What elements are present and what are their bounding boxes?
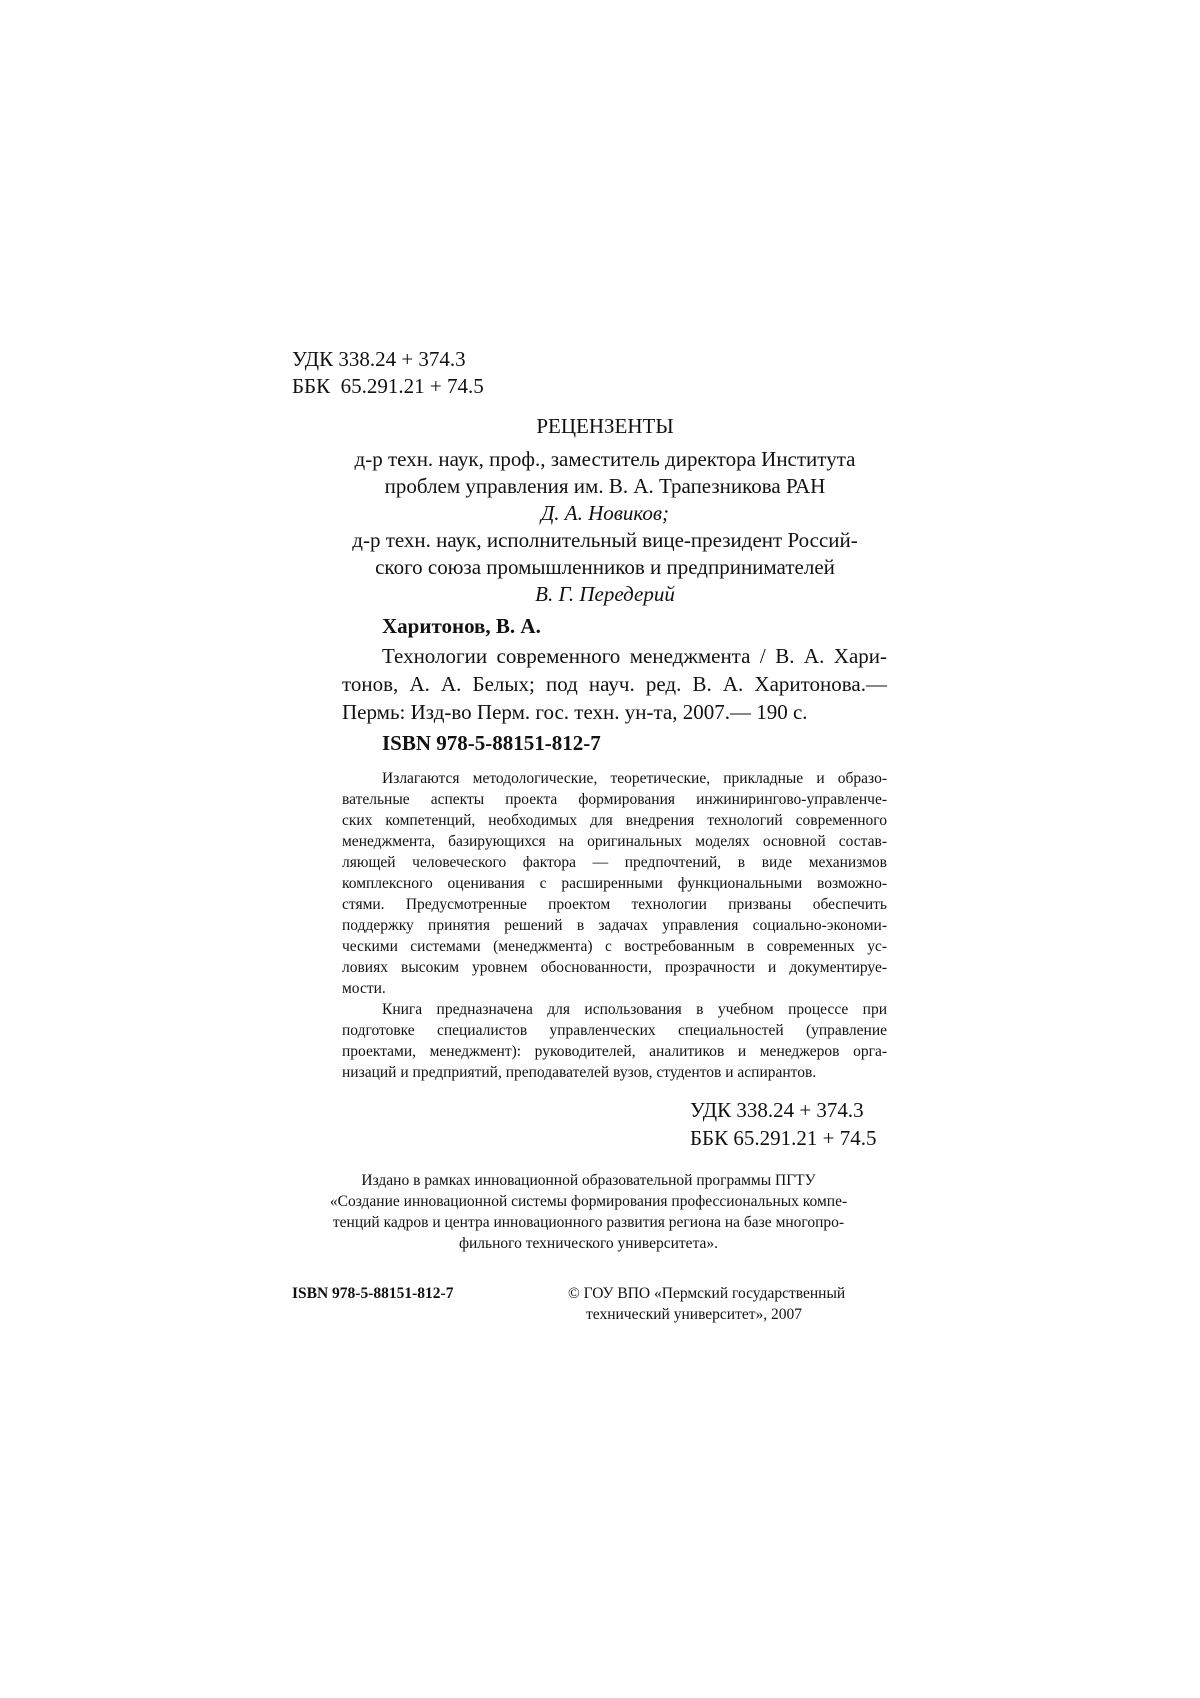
publication-note <box>292 1170 885 1254</box>
abstract-line: комплексного оценивания с расширенными функциональными возможно- <box>342 875 887 892</box>
bbk-code: ББК 65.291.21 + 74.5 <box>292 374 484 398</box>
catalog-description-line: Пермь: Изд-во Перм. гос. техн. ун-та, 2007.— 190 с. <box>342 700 808 724</box>
publication-note-line: «Создание инновационной системы формирования профессиональных компе- <box>329 1193 848 1210</box>
copyright-line-2: технический университет», 2007 <box>586 1306 803 1323</box>
copyright-line-1: © ГОУ ВПО «Пермский государственный <box>568 1285 846 1302</box>
catalog-description-line: тонов, А. А. Белых; под науч. ред. В. А. Харитонова.— <box>342 672 887 696</box>
reviewer-2-title-line-1: д-р техн. наук, исполнительный вице-президент Россий- <box>352 528 858 552</box>
abstract-line: поддержку принятия решений в задачах управления социально-экономи- <box>342 917 887 934</box>
classification-codes-top <box>292 346 484 400</box>
reviewers-heading: РЕЦЕНЗЕНТЫ <box>536 414 674 438</box>
abstract-line: стями. Предусмотренные проектом технологии призваны обеспечить <box>342 896 887 913</box>
abstract-line: вательные аспекты проекта формирования инжинирингово-управленче- <box>342 791 887 808</box>
abstract <box>342 768 887 1083</box>
abstract-line: Излагаются методологические, теоретические, прикладные и образо- <box>382 770 887 787</box>
abstract-line: Книга предназначена для использования в учебном процессе при <box>382 1001 887 1018</box>
reviewer-2-name: В. Г. Передерий <box>535 582 675 606</box>
abstract-line: ческими системами (менеджмента) с востребованным в современных ус- <box>342 938 887 955</box>
publication-note-line: фильного технического университета». <box>458 1235 719 1252</box>
reviewer-1-name: Д. А. Новиков; <box>540 501 670 525</box>
abstract-line: проектами, менеджмент): руководителей, аналитиков и менеджеров орга- <box>342 1043 887 1060</box>
classification-codes-bottom <box>690 1096 876 1152</box>
abstract-line: ловиях высоким уровнем обоснованности, прозрачности и документируе- <box>342 959 887 976</box>
abstract-line: ляющей человеческого фактора — предпочтений, в виде механизмов <box>342 854 887 871</box>
abstract-line: ских компетенций, необходимых для внедрения технологий современного <box>342 812 887 829</box>
isbn-main: ISBN 978-5-88151-812-7 <box>382 731 601 755</box>
abstract-line: подготовке специалистов управленческих специальностей (управление <box>342 1022 887 1039</box>
catalog-description <box>342 642 887 726</box>
abstract-line: мости. <box>342 980 386 997</box>
udk-code: УДК 338.24 + 374.3 <box>690 1098 864 1122</box>
copyright-notice <box>568 1283 845 1325</box>
reviewer-2-title-line-2: ского союза промышленников и предпринимателей <box>375 555 835 579</box>
reviewer-1-title-line-2: проблем управления им. В. А. Трапезникова РАН <box>384 474 826 498</box>
publication-note-line: тенций кадров и центра инновационного развития региона на базе многопро- <box>332 1214 845 1231</box>
isbn-footer: ISBN 978-5-88151-812-7 <box>292 1285 454 1302</box>
publication-note-line: Издано в рамках инновационной образовательной программы ПГТУ <box>361 1172 816 1189</box>
catalog-description-line: Технологии современного менеджмента / В. А. Хари- <box>382 644 887 668</box>
udk-code: УДК 338.24 + 374.3 <box>292 347 466 371</box>
abstract-line: низаций и предприятий, преподавателей вузов, студентов и аспирантов. <box>342 1064 817 1081</box>
bbk-code: ББК 65.291.21 + 74.5 <box>690 1126 877 1150</box>
abstract-line: менеджмента, базирующихся на оригинальных моделях основной состав- <box>342 833 887 850</box>
catalog-author: Харитонов, В. А. <box>382 614 541 638</box>
reviewers-block <box>325 413 885 608</box>
reviewer-1-title-line-1: д-р техн. наук, проф., заместитель директора Института <box>354 447 856 471</box>
